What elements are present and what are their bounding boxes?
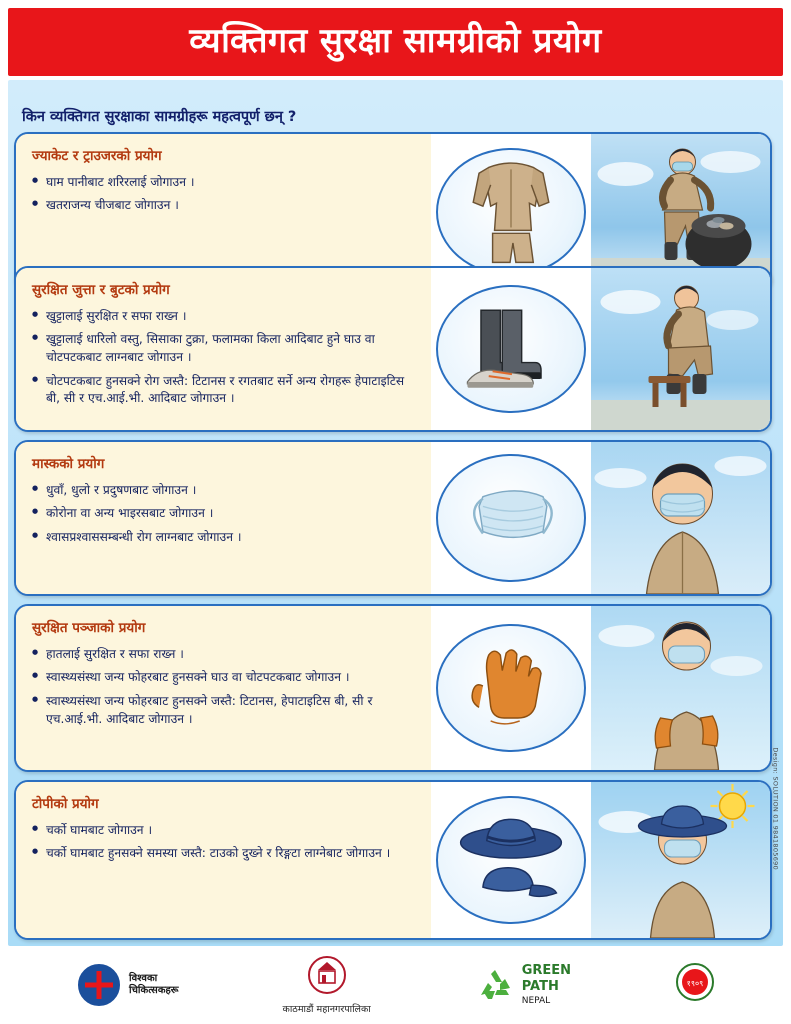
list-item: ● स्वास्थ्यसंस्था जन्य फोहरबाट हुनसक्ने घाउ वा चोटपटकबाट जोगाउन । xyxy=(32,669,419,687)
gloves-graphic xyxy=(438,626,584,750)
logo-label-line1: GREEN xyxy=(521,963,572,979)
logo-medecins-du-monde xyxy=(76,962,179,1008)
poster-footer xyxy=(0,946,791,1024)
card-item-panel xyxy=(431,606,591,770)
card-text-block xyxy=(16,606,431,770)
coverall-suit-graphic xyxy=(438,150,584,274)
boots-scene-graphic xyxy=(591,268,770,430)
worker-wearing-boots-icon xyxy=(591,268,770,430)
list-item: ● स्वास्थ्यसंस्था जन्य फोहरबाट हुनसक्ने जस्तै: टिटानस, हेपाटाइटिस बी, सी र एच.आई.भी. आदिबाट जोगाउन । xyxy=(32,693,419,728)
logo-label-line2: चिकित्सकहरू xyxy=(128,985,179,996)
mask-graphic xyxy=(438,456,584,580)
logo-green-path-nepal xyxy=(475,963,571,1007)
card-title: मास्कको प्रयोग xyxy=(32,456,105,472)
list-item: ● हातलाई सुरक्षित र सफा राख्न । xyxy=(32,646,419,664)
card-gloves xyxy=(14,604,772,772)
card-item-panel xyxy=(431,782,591,938)
hat-graphic xyxy=(438,798,584,922)
list-item: ● चोटपटकबाट हुनसक्ने रोग जस्तै: टिटानस र रगतबाट सर्ने अन्य रोगहरू हेपाटाइटिस बी, सी र एच.आई.भी. आदिबाट जोगाउन । xyxy=(32,373,419,408)
kathmandu-metropolitan-emblem-icon xyxy=(307,955,347,995)
logo-label-line2: PATH xyxy=(521,979,559,995)
card-item-panel xyxy=(431,442,591,594)
surgical-mask-icon xyxy=(436,454,586,582)
man-wearing-mask-icon xyxy=(591,442,770,594)
logo-caption: काठमाडौं महानगरपालिका xyxy=(282,1004,371,1015)
list-item: ● खतराजन्य चीजबाट जोगाउन । xyxy=(32,197,419,215)
logo-kathmandu-metropolitan-city xyxy=(283,955,371,1015)
list-item: ● खुट्टालाई धारिलो वस्तु, सिसाका टुक्रा, फलामका किला आदिबाट हुने घाउ वा चोटपटकबाट लाग्नबाट जोगाउन । xyxy=(32,331,419,366)
poster-header xyxy=(8,8,783,76)
logo-caption: NEPAL xyxy=(521,995,551,1006)
card-title: सुरक्षित जुत्ता र बुटको प्रयोग xyxy=(32,282,170,298)
designer-credit: Design: SOLUTION 01 9841805690 xyxy=(772,747,780,870)
card-bullet-list xyxy=(32,482,419,547)
card-bullet-list xyxy=(32,174,419,215)
card-text-block xyxy=(16,442,431,594)
list-item: ● श्वासप्रश्वाससम्बन्धी रोग लाग्नबाट जोगाउन । xyxy=(32,529,419,547)
card-item-panel xyxy=(431,268,591,430)
hat-scene-graphic xyxy=(591,782,770,938)
list-item: ● कोरोना वा अन्य भाइरसबाट जोगाउन । xyxy=(32,505,419,523)
logo-label-line1: विश्वका xyxy=(128,972,158,984)
card-title: सुरक्षित पञ्जाको प्रयोग xyxy=(32,620,146,636)
mask-scene-graphic xyxy=(591,442,770,594)
svg-text:१९०९: १९०९ xyxy=(686,978,704,988)
card-text-block xyxy=(16,782,431,938)
poster-subtitle: किन व्यक्तिगत सुरक्षाका सामग्रीहरू महत्वपूर्ण छन् ? xyxy=(22,109,297,125)
logo-label xyxy=(522,963,571,1007)
card-bullet-list xyxy=(32,646,419,729)
coverall-suit-icon xyxy=(436,148,586,276)
card-text-block xyxy=(16,268,431,430)
boots-graphic xyxy=(438,287,584,411)
poster-body xyxy=(8,80,783,946)
boots-and-shoes-icon xyxy=(436,285,586,413)
list-item: ● धुवाँ, धुलो र प्रदुषणबाट जोगाउन । xyxy=(32,482,419,500)
card-shoes-boots xyxy=(14,266,772,432)
man-wearing-hat-icon xyxy=(591,782,770,938)
card-hat xyxy=(14,780,772,940)
medecins-du-monde-logo-icon xyxy=(76,962,122,1008)
card-bullet-list xyxy=(32,822,419,863)
safety-gloves-icon xyxy=(436,624,586,752)
list-item: ● घाम पानीबाट शरिरलाई जोगाउन । xyxy=(32,174,419,192)
list-item: ● चर्को घामबाट हुनसक्ने समस्या जस्तै: टाउको दुख्ने र रिङ्गटा लाग्नेबाट जोगाउन । xyxy=(32,845,419,863)
list-item: ● चर्को घामबाट जोगाउन । xyxy=(32,822,419,840)
card-mask xyxy=(14,440,772,596)
card-title: टोपीको प्रयोग xyxy=(32,796,99,812)
list-item: ● खुट्टालाई सुरक्षित र सफा राख्न । xyxy=(32,308,419,326)
man-wearing-gloves-icon xyxy=(591,606,770,770)
card-bullet-list xyxy=(32,308,419,408)
card-title: ज्याकेट र ट्राउजरको प्रयोग xyxy=(32,148,162,164)
kathmandu-1909-emblem-icon xyxy=(675,962,715,1002)
logo-kathmandu-1909 xyxy=(675,962,715,1009)
page-title: व्यक्तिगत सुरक्षा सामग्रीको प्रयोग xyxy=(189,21,602,62)
recycle-icon xyxy=(475,965,515,1005)
logo-label xyxy=(129,973,179,998)
sun-hat-and-cap-icon xyxy=(436,796,586,924)
gloves-scene-graphic xyxy=(591,606,770,770)
